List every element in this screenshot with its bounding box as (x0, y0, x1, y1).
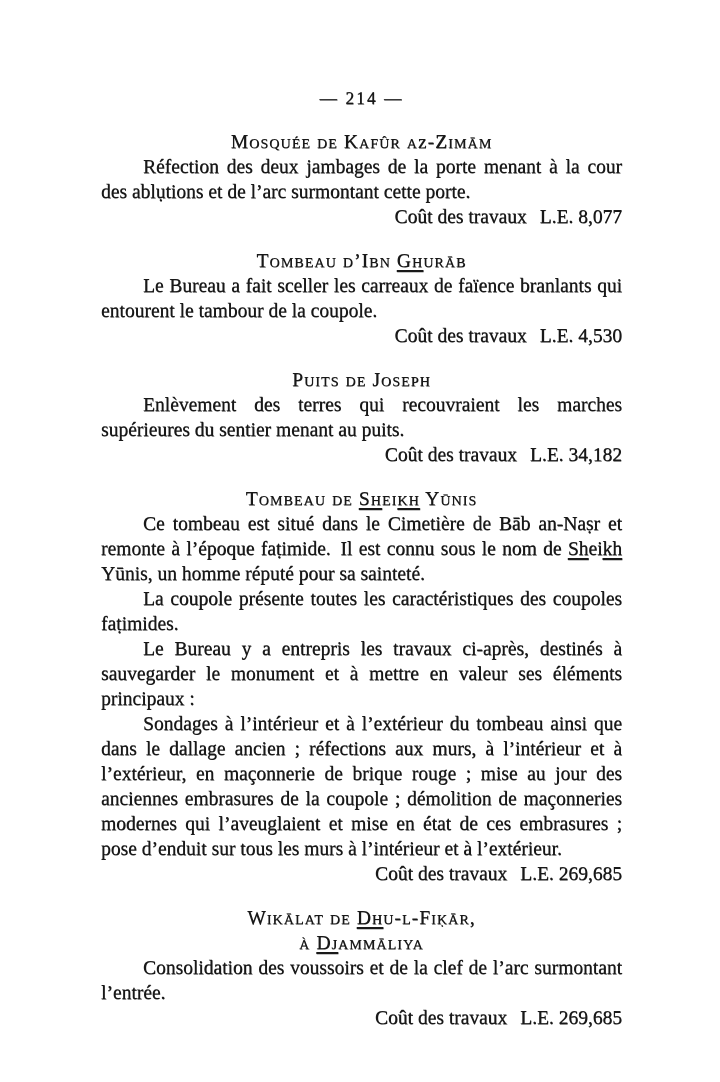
section-heading (101, 130, 622, 155)
underlined-text: Dj (316, 933, 339, 954)
cost-line (101, 324, 622, 349)
text-run: ei (381, 489, 398, 510)
cost-value: L.E. 269,685 (520, 1008, 622, 1029)
text-run: u-l-Fiḳār, (383, 908, 476, 929)
text-run: Consolidation des voussoirs et de la clef de l’arc surmontant l’entrée. (101, 958, 622, 1004)
cost-label: Coût des travaux (394, 207, 527, 228)
cost-label: Coût des travaux (394, 326, 527, 347)
section-paragraphs (101, 393, 622, 443)
text-run: ammāliya (338, 933, 424, 954)
section (101, 487, 622, 887)
text-run: Le Bureau a fait sceller les carreaux de faïence branlants qui entourent le tambour de la coupole. (101, 276, 622, 322)
paragraph (101, 512, 622, 587)
underlined-text: kh (602, 539, 622, 560)
section-paragraphs (101, 512, 622, 862)
text-run: Tombeau de (245, 489, 359, 510)
paragraph (101, 637, 622, 712)
section-heading (101, 249, 622, 274)
cost-value: L.E. 34,182 (529, 445, 622, 466)
text-run: ei (588, 539, 603, 560)
cost-value: L.E. 269,685 (520, 864, 622, 885)
cost-value: L.E. 8,077 (539, 207, 622, 228)
section (101, 249, 622, 349)
text-run: Le Bureau y a entrepris les travaux ci-après, destinés à sauvegarder le monument et à mettre en valeur ses éléments principaux : (101, 639, 622, 710)
section-paragraphs (101, 155, 622, 205)
section (101, 130, 622, 230)
text-run: Ce tombeau est situé dans le Cimetière de Bāb an-Naṣr et remonte à l’époque faṭimide. Il est connu sous le nom de (101, 514, 622, 560)
underlined-text: Gh (396, 251, 424, 272)
cost-value: L.E. 4,530 (539, 326, 622, 347)
underlined-text: Dh (356, 908, 384, 929)
underlined-text: Sh (567, 539, 589, 560)
page-number: — 214 — (319, 88, 404, 108)
section-heading (101, 487, 622, 512)
section-paragraphs (101, 956, 622, 1006)
cost-label: Coût des travaux (384, 445, 517, 466)
cost-line (101, 205, 622, 230)
text-run: Mosquée de Kafûr az-Zimām (230, 132, 493, 153)
text-run: Puits de Joseph (292, 370, 431, 391)
section-paragraphs (101, 274, 622, 324)
cost-line (101, 443, 622, 468)
text-run: Enlèvement des terres qui recouvraient les marches supérieures du sentier menant au puits. (101, 395, 622, 441)
text-run: Sondages à l’intérieur et à l’extérieur du tombeau ainsi que dans le dallage ancien ; réfections aux murs, à l’intérieur et à l’extérieur, en maçonnerie de brique rouge ; mise au jour des anciennes embrasures de la coupole ; démolition de maçonneries modernes qui l’aveuglaient et mise en état de ces embrasures ; pose d’enduit sur tous les murs à l’intérieur et à l’extérieur. (101, 714, 622, 860)
heading-line (101, 931, 622, 956)
underlined-text: kh (397, 489, 420, 510)
heading-line (101, 487, 622, 512)
text-run: urāb (423, 251, 467, 272)
heading-line (101, 368, 622, 393)
text-run: La coupole présente toutes les caractéristiques des coupoles faṭimides. (101, 589, 622, 635)
sections (101, 130, 622, 1031)
section-heading (101, 368, 622, 393)
text-run: Wikālat de (247, 908, 357, 929)
paragraph (101, 393, 622, 443)
paragraph (101, 155, 622, 205)
cost-label: Coût des travaux (375, 1008, 508, 1029)
heading-line (101, 906, 622, 931)
text-run: Tombeau d’Ibn (256, 251, 397, 272)
text-run: Yūnis, un homme réputé pour sa sainteté. (101, 564, 425, 585)
paragraph (101, 587, 622, 637)
paragraph (101, 956, 622, 1006)
paragraph (101, 274, 622, 324)
text-run: Yūnis (419, 489, 478, 510)
paragraph (101, 712, 622, 862)
text-run: Réfection des deux jambages de la porte menant à la cour des ablụtions et de l’arc surmontant cette porte. (101, 157, 622, 203)
cost-label: Coût des travaux (375, 864, 508, 885)
heading-line (101, 249, 622, 274)
text-run: à (299, 933, 317, 954)
cost-line (101, 1006, 622, 1031)
heading-line (101, 130, 622, 155)
section (101, 906, 622, 1031)
section-heading (101, 906, 622, 956)
section (101, 368, 622, 468)
underlined-text: Sh (358, 489, 382, 510)
cost-line (101, 862, 622, 887)
